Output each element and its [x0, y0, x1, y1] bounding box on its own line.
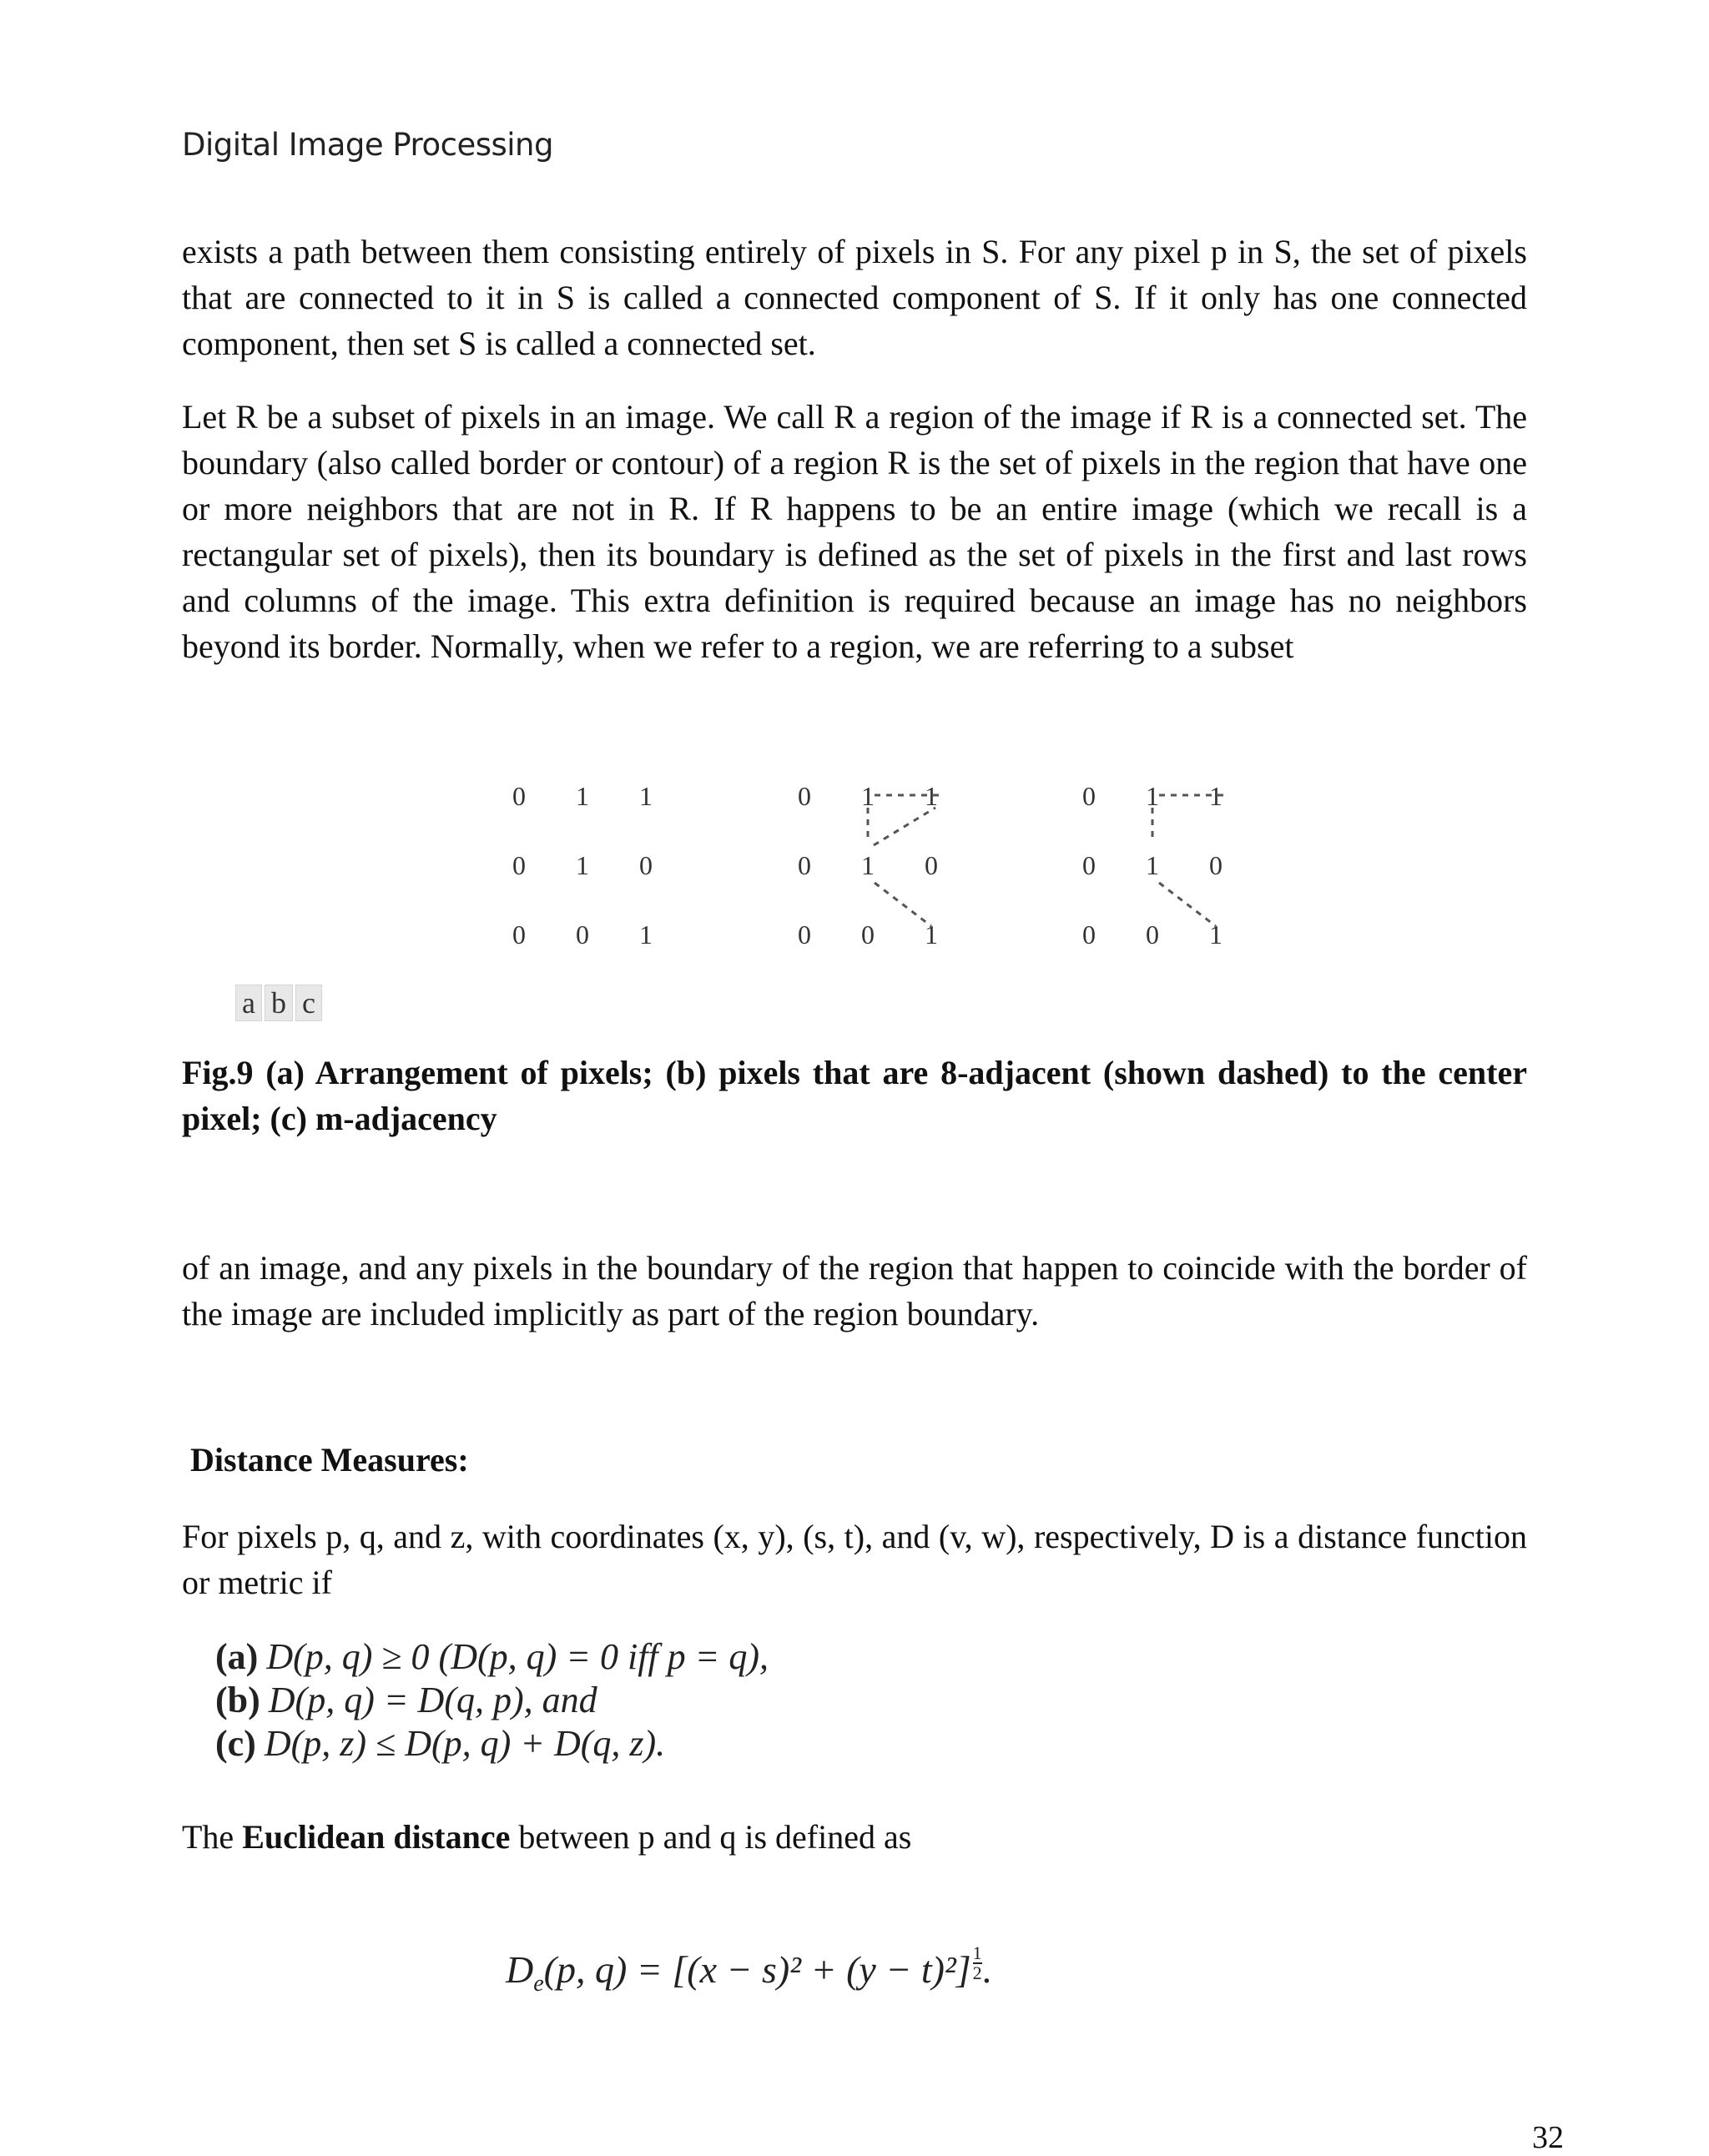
dashed-link-c-diag-down [1159, 883, 1216, 926]
panel-tag-c: c [295, 985, 322, 1021]
pixel-value: 0 [512, 919, 526, 950]
condition-expression: D(p, q) ≥ 0 (D(p, q) = 0 iff p = q), [266, 1636, 769, 1677]
pixel-value: 0 [1082, 919, 1096, 950]
condition-label: (c) [215, 1723, 256, 1764]
pixel-value: 1 [1146, 781, 1159, 811]
pixel-value: 1 [639, 781, 653, 811]
metric-conditions [215, 1635, 769, 1766]
pixel-value: 1 [1146, 850, 1159, 880]
paragraph-connected-set: exists a path between them consisting entirely of pixels in S. For any pixel p in S, the set of pixels that are connected to it in S is called a connected component of S. If it only has one connected component, then set S is called a connected set. [182, 233, 1527, 362]
pixel-value: 0 [576, 919, 589, 950]
pixel-value: 0 [512, 850, 526, 880]
pixel-value: 0 [1209, 850, 1223, 880]
condition-b [215, 1679, 769, 1722]
panel-tag-a: a [235, 985, 262, 1021]
condition-expression: D(p, q) = D(q, p), and [268, 1680, 597, 1720]
section-heading-distance-measures: Distance Measures: [190, 1441, 469, 1478]
condition-c [215, 1722, 769, 1766]
pixel-value: 0 [798, 919, 811, 950]
condition-a [215, 1635, 769, 1679]
pixel-value: 1 [861, 781, 875, 811]
dashed-link-b-diag-down [875, 883, 931, 926]
paragraph-region-continued: of an image, and any pixels in the boundary of the region that happen to coincide with the border of the image are included implicitly as part of the region boundary. [182, 1249, 1527, 1332]
eq-subscript: e [533, 1971, 544, 1997]
eq-period: . [981, 1948, 992, 1991]
text-fragment: between p and q is defined as [510, 1818, 912, 1856]
eq-symbol-d: D [506, 1948, 534, 1991]
pixel-value: 0 [925, 850, 938, 880]
text-fragment: The [182, 1818, 243, 1856]
dashed-link-b-diag-up [874, 808, 935, 845]
pixel-value: 1 [639, 919, 653, 950]
panel-tag-b: b [265, 985, 293, 1021]
pixel-value: 1 [925, 781, 938, 811]
pixel-value: 1 [1209, 919, 1223, 950]
pixel-value: 0 [861, 919, 875, 950]
paragraph-region-boundary: Let R be a subset of pixels in an image. We call R a region of the image if R is a connected set. The boundary (also called border or contour) of a region R is the set of pixels in the region that have one or more neighbors that are not in R. If R happens to be an entire image (which we recall is a rectangular set of pixels), then its boundary is defined as the set of pixels in the first and last rows and columns of the image. This extra definition is required because an image has no neighbors beyond its border. Normally, when we refer to a region, we are referring to a subset [182, 398, 1527, 665]
pixel-value: 1 [576, 781, 589, 811]
running-header: Digital Image Processing [182, 127, 553, 163]
page-number: 32 [1532, 2120, 1564, 2155]
euclidean-distance-equation [506, 1944, 991, 1997]
pixel-value: 1 [576, 850, 589, 880]
eq-exponent-numerator: 1 [972, 1942, 982, 1963]
figure-caption: Fig.9 (a) Arrangement of pixels; (b) pixels that are 8-adjacent (shown dashed) to the center pixel; (c) m-adjacency [182, 1054, 1527, 1137]
pixel-value: 1 [1209, 781, 1223, 811]
eq-exponent-denominator: 2 [972, 1962, 982, 1983]
eq-body: (p, q) = [(x − s)² + (y − t)²] [543, 1948, 971, 1991]
pixel-value: 0 [512, 781, 526, 811]
condition-expression: D(p, z) ≤ D(p, q) + D(q, z). [264, 1723, 666, 1764]
paragraph-euclidean-intro [182, 1814, 1527, 1860]
condition-label: (b) [215, 1680, 260, 1720]
paragraph-distance-metric: For pixels p, q, and z, with coordinates (x, y), (s, t), and (v, w), respectively, D is a distance function or metric if [182, 1518, 1527, 1601]
pixel-value: 1 [861, 850, 875, 880]
pixel-value: 0 [1146, 919, 1159, 950]
figure-panel-tags [235, 985, 322, 1021]
pixel-value: 0 [1082, 781, 1096, 811]
pixel-value: 1 [925, 919, 938, 950]
pixel-value: 0 [798, 850, 811, 880]
pixel-value: 0 [798, 781, 811, 811]
condition-label: (a) [215, 1636, 259, 1677]
term-euclidean-distance: Euclidean distance [242, 1818, 511, 1856]
pixel-value: 0 [639, 850, 653, 880]
figure-adjacency [234, 759, 1285, 985]
pixel-value: 0 [1082, 850, 1096, 880]
